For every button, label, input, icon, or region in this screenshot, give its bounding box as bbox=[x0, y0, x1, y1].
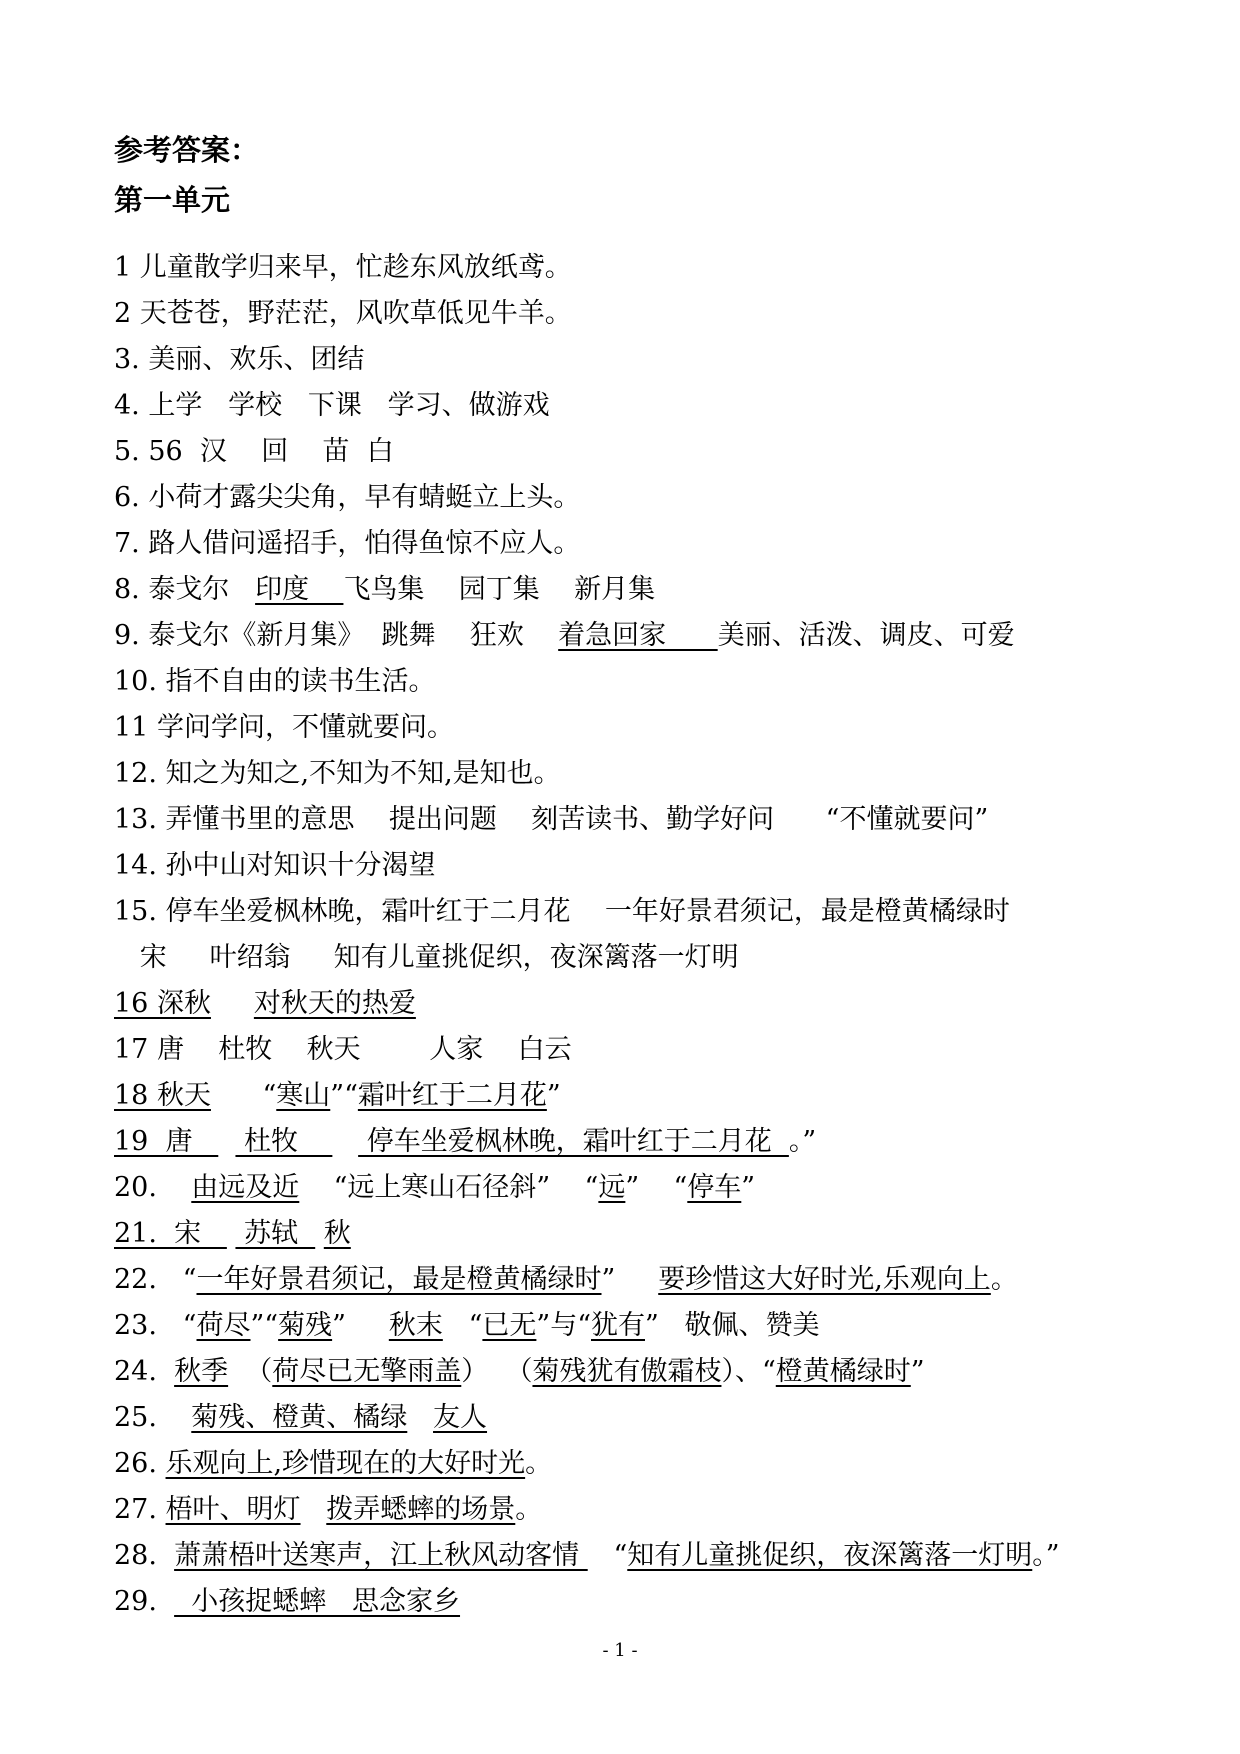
answer-line bbox=[114, 613, 1194, 659]
answer-line bbox=[114, 1257, 1194, 1303]
underlined-answer: 橙黄橘绿时 bbox=[775, 1356, 911, 1387]
answer-line bbox=[114, 843, 1194, 889]
answer-text: 飞鸟集 园丁集 新月集 bbox=[343, 574, 656, 605]
answer-text: 美丽、活泼、调皮、可爱 bbox=[717, 620, 1015, 651]
underlined-answer: 小孩捉蟋蟀 思念家乡 bbox=[174, 1586, 461, 1617]
answer-line bbox=[114, 383, 1194, 429]
underlined-answer: 着急回家 bbox=[558, 620, 718, 651]
answer-text: 22. “ bbox=[114, 1264, 197, 1295]
answer-text bbox=[315, 1218, 324, 1249]
underlined-answer: 16 深秋 bbox=[114, 988, 211, 1019]
underlined-answer: 远 bbox=[598, 1172, 626, 1203]
answer-text: 15. 停车坐爱枫林晚，霜叶红于二月花 一年好景君须记，最是橙黄橘绿时 bbox=[114, 896, 1010, 927]
answer-text: 28. bbox=[114, 1540, 175, 1571]
answer-text: ” bbox=[332, 1310, 389, 1341]
underlined-answer: 萧萧梧叶送寒声，江上秋风动客情 bbox=[174, 1540, 588, 1571]
answer-text bbox=[407, 1402, 433, 1433]
underlined-answer: 苏轼 bbox=[235, 1218, 316, 1249]
answer-text: “ bbox=[442, 1310, 483, 1341]
answer-line bbox=[114, 935, 1194, 981]
answer-text: ” bbox=[601, 1264, 659, 1295]
answer-text: 17 唐 杜牧 秋天 人家 白云 bbox=[114, 1034, 572, 1065]
underlined-answer: 18 秋天 bbox=[114, 1080, 211, 1111]
answer-text: ） （ bbox=[461, 1356, 533, 1387]
answer-text: ” bbox=[910, 1356, 925, 1387]
underlined-answer: 要珍惜这大好时光,乐观向上 bbox=[658, 1264, 991, 1295]
answer-text: 1 儿童散学归来早，忙趁东风放纸鸢。 bbox=[114, 252, 572, 283]
underlined-answer: 19 唐 bbox=[114, 1126, 219, 1157]
answer-text: 13. 弄懂书里的意思 提出问题 刻苦读书、勤学好问 “不懂就要问” bbox=[114, 804, 989, 835]
underlined-answer: 梧叶、明灯 bbox=[165, 1494, 301, 1525]
answer-text: 10. 指不自由的读书生活。 bbox=[114, 666, 436, 697]
underlined-answer: 停车 bbox=[687, 1172, 742, 1203]
answer-text: 8. 泰戈尔 bbox=[114, 574, 256, 605]
answer-line bbox=[114, 1073, 1194, 1119]
answer-text: 23. “ bbox=[114, 1310, 197, 1341]
underlined-answer: 秋季 bbox=[174, 1356, 229, 1387]
answer-line bbox=[114, 245, 1194, 291]
underlined-answer: 知有儿童挑促织，夜深篱落一灯明 bbox=[627, 1540, 1033, 1571]
answer-text: 7. 路人借问遥招手，怕得鱼惊不应人。 bbox=[114, 528, 581, 559]
answer-line bbox=[114, 1027, 1194, 1073]
answer-line bbox=[114, 889, 1194, 935]
underlined-answer: 已无 bbox=[482, 1310, 537, 1341]
underlined-answer: 对秋天的热爱 bbox=[253, 988, 416, 1019]
answer-text: ” bbox=[741, 1172, 756, 1203]
answer-text: 。” bbox=[1032, 1540, 1060, 1571]
underlined-answer: 拨弄蟋蟀的场景 bbox=[326, 1494, 516, 1525]
answer-text bbox=[211, 988, 254, 1019]
underlined-answer: 菊残、橙黄、橘绿 bbox=[191, 1402, 408, 1433]
answer-text: 27. bbox=[114, 1494, 166, 1525]
answer-text: 。” bbox=[788, 1126, 817, 1157]
answer-text: 。 bbox=[525, 1448, 553, 1479]
answer-text: ” bbox=[546, 1080, 561, 1111]
answer-line bbox=[114, 1395, 1194, 1441]
answer-text: ”“ bbox=[330, 1080, 358, 1111]
answer-text: ”与“ bbox=[536, 1310, 591, 1341]
answer-line bbox=[114, 659, 1194, 705]
answer-text: 20. bbox=[114, 1172, 192, 1203]
underlined-answer: 停车坐爱枫林晚，霜叶红于二月花 bbox=[358, 1126, 789, 1157]
answer-text: 25. bbox=[114, 1402, 192, 1433]
answer-line bbox=[114, 751, 1194, 797]
answer-text: 24. bbox=[114, 1356, 175, 1387]
answer-text bbox=[332, 1126, 358, 1157]
answer-line bbox=[114, 291, 1194, 337]
answer-line bbox=[114, 1441, 1194, 1487]
answer-line bbox=[114, 797, 1194, 843]
page-title: 参考答案： bbox=[114, 133, 260, 167]
answer-text: 11 学问学问，不懂就要问。 bbox=[114, 712, 454, 743]
answer-text: 14. 孙中山对知识十分渴望 bbox=[114, 850, 436, 881]
answer-text: 2 天苍苍，野茫茫，风吹草低见牛羊。 bbox=[114, 298, 572, 329]
underlined-answer: 21. 宋 bbox=[114, 1218, 227, 1249]
answer-text: ”“ bbox=[250, 1310, 279, 1341]
underlined-answer: 印度 bbox=[255, 574, 344, 605]
answer-text: ” “ bbox=[625, 1172, 688, 1203]
answer-text: 4. 上学 学校 下课 学习、做游戏 bbox=[114, 390, 550, 421]
underlined-answer: 霜叶红于二月花 bbox=[357, 1080, 547, 1111]
underlined-answer: 一年好景君须记，最是橙黄橘绿时 bbox=[196, 1264, 602, 1295]
answer-line bbox=[114, 705, 1194, 751]
answer-line bbox=[114, 1533, 1194, 1579]
underlined-answer: 菊残犹有傲霜枝 bbox=[532, 1356, 722, 1387]
answer-text: 6. 小荷才露尖尖角，早有蜻蜓立上头。 bbox=[114, 482, 581, 513]
answer-text: 。 bbox=[515, 1494, 543, 1525]
answer-text: ” 敬佩、赞美 bbox=[645, 1310, 820, 1341]
answer-text: “ bbox=[210, 1080, 277, 1111]
unit-title: 第一单元 bbox=[114, 183, 231, 217]
page-number: - 1 - bbox=[602, 1640, 638, 1661]
answer-line bbox=[114, 1487, 1194, 1533]
answer-line bbox=[114, 1119, 1194, 1165]
answer-text: “ bbox=[587, 1540, 628, 1571]
answer-line bbox=[114, 981, 1194, 1027]
answer-line bbox=[114, 567, 1194, 613]
answer-list bbox=[114, 245, 1194, 1625]
answer-line bbox=[114, 1349, 1194, 1395]
answer-text: 3. 美丽、欢乐、团结 bbox=[114, 344, 365, 375]
answer-text: 9. 泰戈尔《新月集》 跳舞 狂欢 bbox=[114, 620, 559, 651]
underlined-answer: 荷尽 bbox=[196, 1310, 251, 1341]
answer-text: 宋 叶绍翁 知有儿童挑促织，夜深篱落一灯明 bbox=[114, 942, 739, 973]
underlined-answer: 菊残 bbox=[278, 1310, 333, 1341]
answer-line bbox=[114, 475, 1194, 521]
underlined-answer: 寒山 bbox=[276, 1080, 331, 1111]
answer-line bbox=[114, 1579, 1194, 1625]
answer-text: 5. 56 汉 回 苗 白 bbox=[114, 436, 394, 467]
underlined-answer: 犹有 bbox=[591, 1310, 645, 1341]
answer-text bbox=[301, 1494, 327, 1525]
answer-text: ）、“ bbox=[721, 1356, 776, 1387]
underlined-answer: 由远及近 bbox=[191, 1172, 300, 1203]
answer-text: 。 bbox=[990, 1264, 1018, 1295]
answer-text: 29. bbox=[114, 1586, 175, 1617]
underlined-answer: 乐观向上,珍惜现在的大好时光 bbox=[165, 1448, 526, 1479]
answer-line bbox=[114, 1211, 1194, 1257]
answer-text bbox=[218, 1126, 235, 1157]
answer-line bbox=[114, 337, 1194, 383]
answer-text: “远上寒山石径斜” “ bbox=[299, 1172, 599, 1203]
answer-line bbox=[114, 521, 1194, 567]
underlined-answer: 秋末 bbox=[388, 1310, 443, 1341]
answer-text: 26. bbox=[114, 1448, 166, 1479]
underlined-answer: 友人 bbox=[433, 1402, 488, 1433]
answer-line bbox=[114, 1303, 1194, 1349]
answer-text: （ bbox=[228, 1356, 273, 1387]
underlined-answer: 秋 bbox=[323, 1218, 351, 1249]
answer-text: 12. 知之为知之,不知为不知,是知也。 bbox=[114, 758, 561, 789]
answer-line bbox=[114, 429, 1194, 475]
answer-line bbox=[114, 1165, 1194, 1211]
underlined-answer: 荷尽已无擎雨盖 bbox=[272, 1356, 462, 1387]
underlined-answer: 杜牧 bbox=[235, 1126, 333, 1157]
